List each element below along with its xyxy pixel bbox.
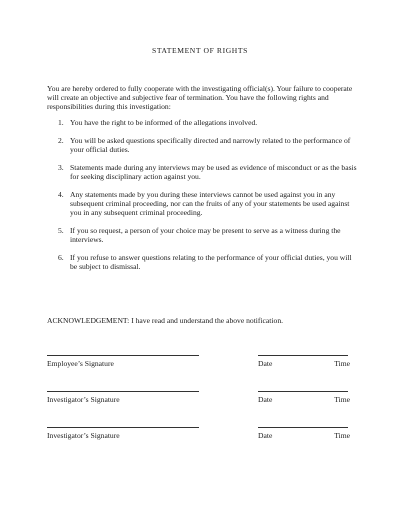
rights-list bbox=[58, 118, 358, 280]
investigator-signature-line[interactable] bbox=[47, 427, 199, 428]
list-item bbox=[58, 163, 358, 181]
employee-signature-row bbox=[47, 355, 350, 375]
time-label: Time bbox=[334, 431, 350, 440]
list-item bbox=[58, 136, 358, 154]
list-item-number: 2. bbox=[58, 136, 64, 145]
investigator-date-time-line[interactable] bbox=[258, 391, 348, 392]
document-title: STATEMENT OF RIGHTS bbox=[152, 46, 248, 55]
signature-label: Investigator’s Signature bbox=[47, 431, 120, 440]
list-item-text: If you refuse to answer questions relating to the performance of your official duties, you will be subject to dismissal. bbox=[70, 253, 352, 271]
list-item-number: 3. bbox=[58, 163, 64, 172]
intro-paragraph: You are hereby ordered to fully cooperate with the investigating official(s). Your failure to cooperate will create an objective and subjective fear of termination. You have the following rights and responsibilities during this investigation: bbox=[47, 84, 353, 111]
list-item-text: You have the right to be informed of the allegations involved. bbox=[70, 118, 258, 127]
employee-date-time-line[interactable] bbox=[258, 355, 348, 356]
list-item bbox=[58, 118, 358, 127]
time-label: Time bbox=[334, 359, 350, 368]
investigator-signature-line[interactable] bbox=[47, 391, 199, 392]
list-item-text: Any statements made by you during these interviews cannot be used against you in any subsequent criminal proceeding, nor can the fruits of any of your statements be used against you in any subsequent criminal proceeding. bbox=[70, 190, 350, 217]
date-label: Date bbox=[258, 431, 273, 440]
list-item-text: If you so request, a person of your choice may be present to serve as a witness during the interviews. bbox=[70, 226, 341, 244]
list-item-text: You will be asked questions specifically directed and narrowly related to the performance of your official duties. bbox=[70, 136, 351, 154]
list-item-text: Statements made during any interviews may be used as evidence of misconduct or as the basis for seeking disciplinary action against you. bbox=[70, 163, 357, 181]
list-item bbox=[58, 226, 358, 244]
list-item-number: 6. bbox=[58, 253, 64, 262]
acknowledgement-statement: ACKNOWLEDGEMENT: I have read and understand the above notification. bbox=[47, 316, 284, 325]
signature-label: Investigator’s Signature bbox=[47, 395, 120, 404]
date-label: Date bbox=[258, 359, 273, 368]
investigator-date-time-line[interactable] bbox=[258, 427, 348, 428]
employee-signature-line[interactable] bbox=[47, 355, 199, 356]
list-item bbox=[58, 253, 358, 271]
list-item bbox=[58, 190, 358, 217]
list-item-number: 1. bbox=[58, 118, 64, 127]
investigator-signature-row-1 bbox=[47, 391, 350, 411]
time-label: Time bbox=[334, 395, 350, 404]
list-item-number: 4. bbox=[58, 190, 64, 199]
signature-label: Employee’s Signature bbox=[47, 359, 114, 368]
date-label: Date bbox=[258, 395, 273, 404]
list-item-number: 5. bbox=[58, 226, 64, 235]
investigator-signature-row-2 bbox=[47, 427, 350, 447]
